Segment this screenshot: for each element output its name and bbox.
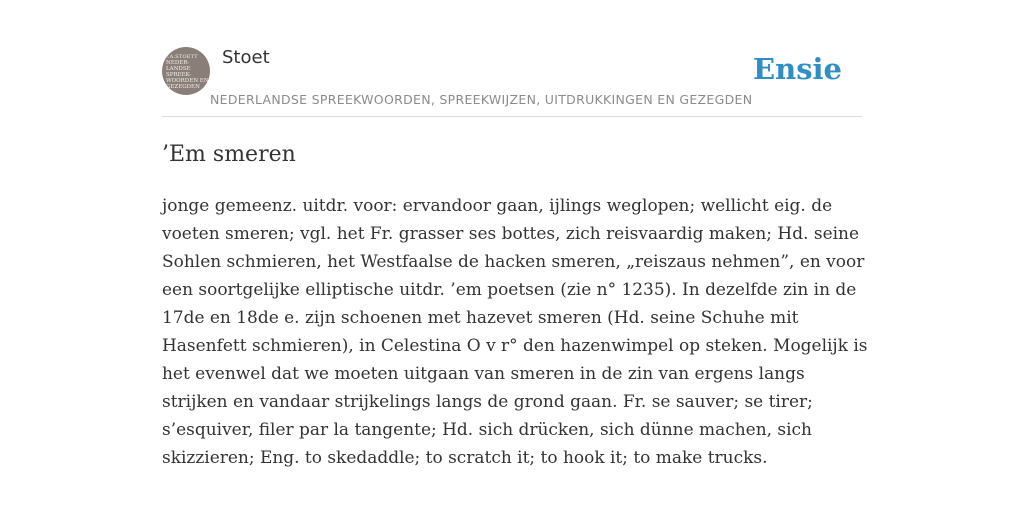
avatar-text-line: LANDSE bbox=[166, 66, 191, 72]
definition-line: 17de en 18de e. zijn schoenen met hazevet smeren (Hd. seine Schuhe mit bbox=[162, 308, 799, 328]
avatar-text-line: SPREEK- bbox=[166, 72, 192, 78]
definition-line: s’esquiver, filer par la tangente; Hd. sich drücken, sich dünne machen, sich bbox=[162, 420, 812, 440]
definition-line: het evenwel dat we moeten uitgaan van smeren in de zin van ergens langs bbox=[162, 364, 805, 384]
avatar-text-line: NEDER- bbox=[166, 60, 190, 66]
avatar-text-line: F.A.STOETT bbox=[165, 54, 198, 60]
definition-line: Hasenfett schmieren), in Celestina O v r° den hazenwimpel op steken. Mogelijk is bbox=[162, 336, 868, 356]
brand-logo-link[interactable]: Ensie bbox=[753, 52, 842, 86]
definition-line: jonge gemeenz. uitdr. voor: ervandoor gaan, ijlings weglopen; wellicht eig. de bbox=[162, 196, 833, 216]
source-description: NEDERLANDSE SPREEKWOORDEN, SPREEKWIJZEN, UITDRUKKINGEN EN GEZEGDEN bbox=[210, 92, 753, 107]
definition-line: skizzieren; Eng. to skedaddle; to scratch it; to hook it; to make trucks. bbox=[162, 448, 768, 468]
source-avatar[interactable] bbox=[162, 47, 210, 95]
source-header bbox=[162, 46, 862, 117]
avatar-text-line: WOORDEN EN bbox=[166, 78, 209, 84]
definition-line: strijken en vandaar strijkelings langs de grond gaan. Fr. se sauver; se tirer; bbox=[162, 392, 813, 412]
entry-definition bbox=[162, 192, 868, 472]
definition-line: Sohlen schmieren, het Westfaalse de hacken smeren, „reiszaus nehmen”, en voor bbox=[162, 252, 865, 272]
definition-line: een soortgelijke elliptische uitdr. ’em poetsen (zie n° 1235). In dezelfde zin in de bbox=[162, 280, 857, 300]
entry-title: ’Em smeren bbox=[162, 142, 296, 167]
source-name-link[interactable]: Stoet bbox=[222, 47, 270, 68]
avatar-text-line: GEZEGDEN bbox=[166, 84, 200, 90]
definition-line: voeten smeren; vgl. het Fr. grasser ses bottes, zich reisvaardig maken; Hd. seine bbox=[162, 224, 860, 244]
